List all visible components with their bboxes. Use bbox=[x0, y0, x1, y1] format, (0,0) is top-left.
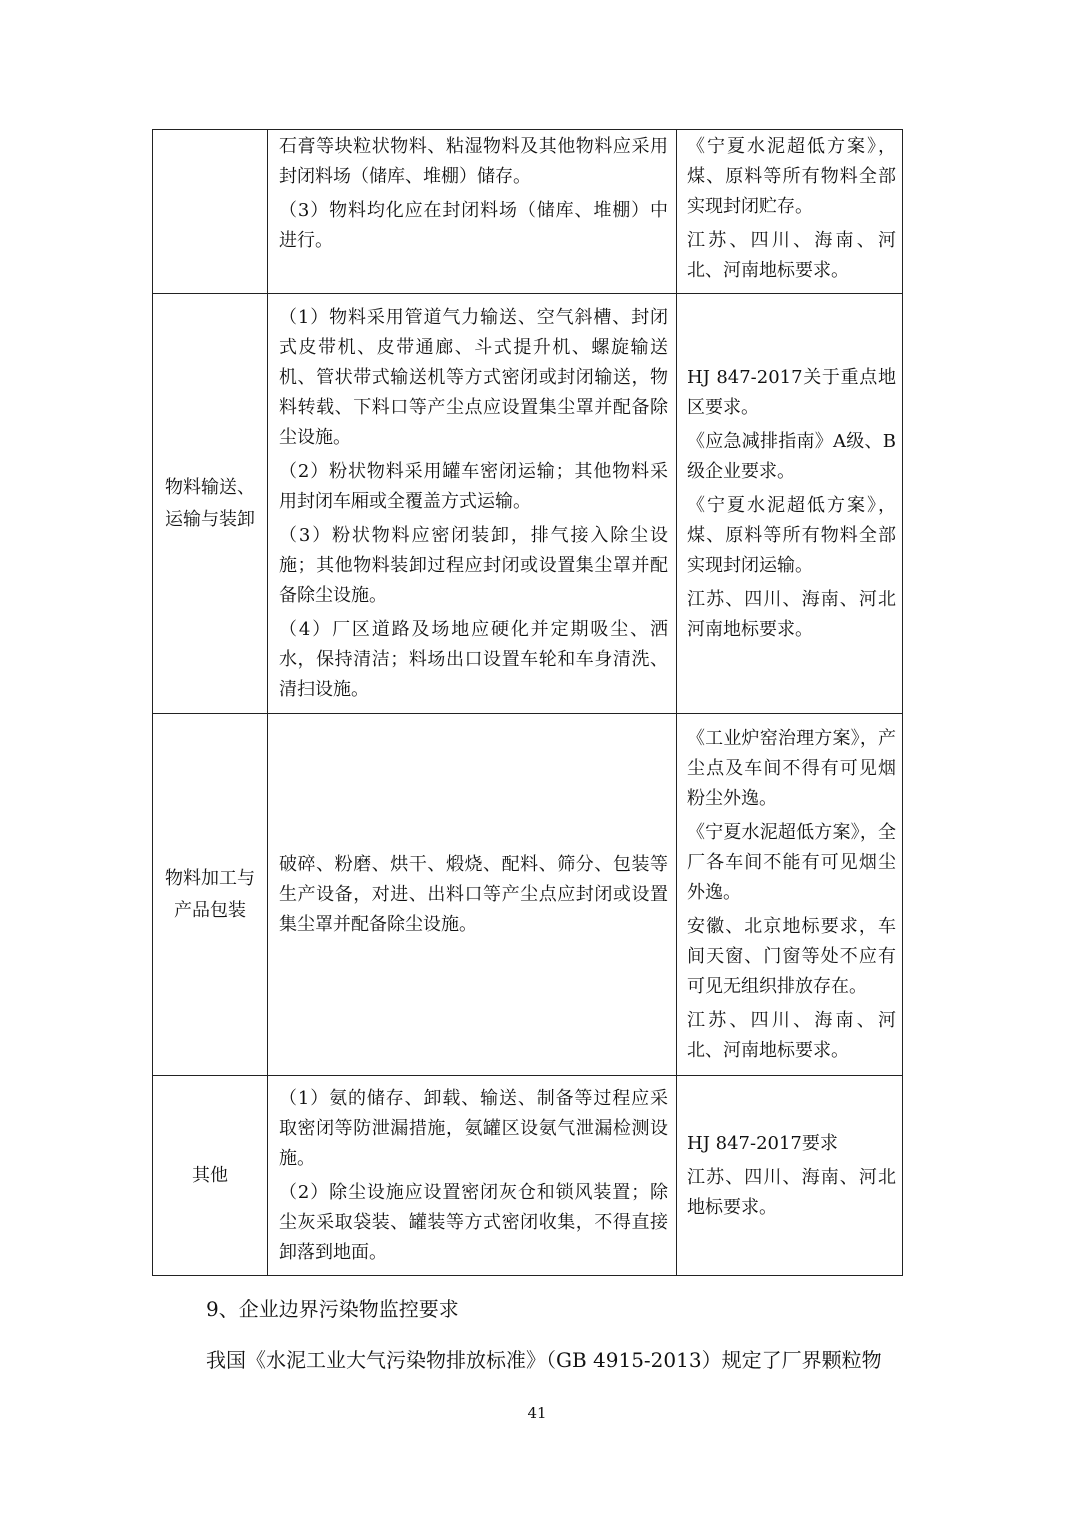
sources-cell bbox=[677, 130, 903, 294]
requirement-paragraph: 破碎、粉磨、烘干、煅烧、配料、筛分、包装等生产设备，对进、出料口等产尘点应封闭或设置集尘罩并配备除尘设施。 bbox=[279, 853, 668, 935]
source-paragraph: 江苏、四川、海南、河北河南地标要求。 bbox=[687, 588, 896, 640]
requirement-paragraph: （1）氨的储存、卸载、输送、制备等过程应采取密闭等防泄漏措施，氨罐区设氨气泄漏检测设施。 bbox=[279, 1087, 668, 1169]
requirements-cell bbox=[268, 130, 677, 294]
source-paragraph: 江苏、四川、海南、河北地标要求。 bbox=[687, 1166, 896, 1218]
source-paragraph: HJ 847-2017关于重点地区要求。 bbox=[687, 366, 896, 418]
source-paragraph: 安徽、北京地标要求，车间天窗、门窗等处不应有可见无组织排放存在。 bbox=[687, 915, 896, 997]
requirements-cell bbox=[268, 294, 677, 714]
table-row bbox=[153, 130, 903, 294]
requirements-cell bbox=[268, 714, 677, 1076]
category-cell bbox=[153, 130, 268, 294]
body-paragraph: 我国《水泥工业大气污染物排放标准》（GB 4915-2013）规定了厂界颗粒物 bbox=[206, 1348, 882, 1372]
requirement-paragraph: （4）厂区道路及场地应硬化并定期吸尘、洒水，保持清洁；料场出口设置车轮和车身清洗、清扫设施。 bbox=[279, 618, 668, 700]
sources-cell bbox=[677, 1076, 903, 1276]
category-cell bbox=[153, 1076, 268, 1276]
category-cell bbox=[153, 294, 268, 714]
requirement-paragraph: （3）粉状物料应密闭装卸，排气接入除尘设施；其他物料装卸过程应封闭或设置集尘罩并配备除尘设施。 bbox=[279, 524, 668, 606]
category-cell bbox=[153, 714, 268, 1076]
source-paragraph: 《宁夏水泥超低方案》，煤、原料等所有物料全部实现封闭贮存。 bbox=[687, 136, 896, 217]
table-row bbox=[153, 294, 903, 714]
table-row bbox=[153, 1076, 903, 1276]
source-paragraph: 《宁夏水泥超低方案》，煤、原料等所有物料全部实现封闭运输。 bbox=[687, 494, 896, 576]
source-paragraph: 江苏、四川、海南、河北、河南地标要求。 bbox=[687, 1009, 896, 1061]
category-label: 其他 bbox=[192, 1164, 228, 1186]
source-paragraph: 江苏、四川、海南、河北、河南地标要求。 bbox=[687, 230, 896, 281]
sources-cell bbox=[677, 294, 903, 714]
page-number: 41 bbox=[527, 1404, 547, 1422]
source-paragraph: HJ 847-2017要求 bbox=[687, 1132, 838, 1154]
requirement-paragraph: （3）物料均化应在封闭料场（储库、堆棚）中进行。 bbox=[279, 200, 668, 251]
source-paragraph: 《应急减排指南》A级、B级企业要求。 bbox=[687, 430, 896, 482]
requirement-paragraph: （1）物料采用管道气力输送、空气斜槽、封闭式皮带机、皮带通廊、斗式提升机、螺旋输送机、管状带式输送机等方式密闭或封闭输送，物料转载、下料口等产尘点应设置集尘罩并配备除尘设施。 bbox=[279, 306, 668, 448]
requirement-paragraph: 石膏等块粒状物料、粘湿物料及其他物料应采用封闭料场（储库、堆棚）储存。 bbox=[279, 136, 668, 187]
requirements-cell bbox=[268, 1076, 677, 1276]
sources-cell bbox=[677, 714, 903, 1076]
source-paragraph: 《工业炉窑治理方案》，产尘点及车间不得有可见烟粉尘外逸。 bbox=[687, 727, 896, 809]
category-label: 物料输送、运输与装卸 bbox=[165, 476, 255, 530]
source-paragraph: 《宁夏水泥超低方案》，全厂各车间不能有可见烟尘外逸。 bbox=[687, 821, 896, 903]
requirements-table bbox=[152, 129, 903, 1276]
category-label: 物料加工与产品包装 bbox=[165, 867, 255, 921]
requirement-paragraph: （2）粉状物料采用罐车密闭运输；其他物料采用封闭车厢或全覆盖方式运输。 bbox=[279, 460, 668, 512]
table-row bbox=[153, 714, 903, 1076]
requirement-paragraph: （2）除尘设施应设置密闭灰仓和锁风装置；除尘灰采取袋装、罐装等方式密闭收集，不得直接卸落到地面。 bbox=[279, 1181, 668, 1263]
section-heading: 9、企业边界污染物监控要求 bbox=[206, 1297, 459, 1321]
